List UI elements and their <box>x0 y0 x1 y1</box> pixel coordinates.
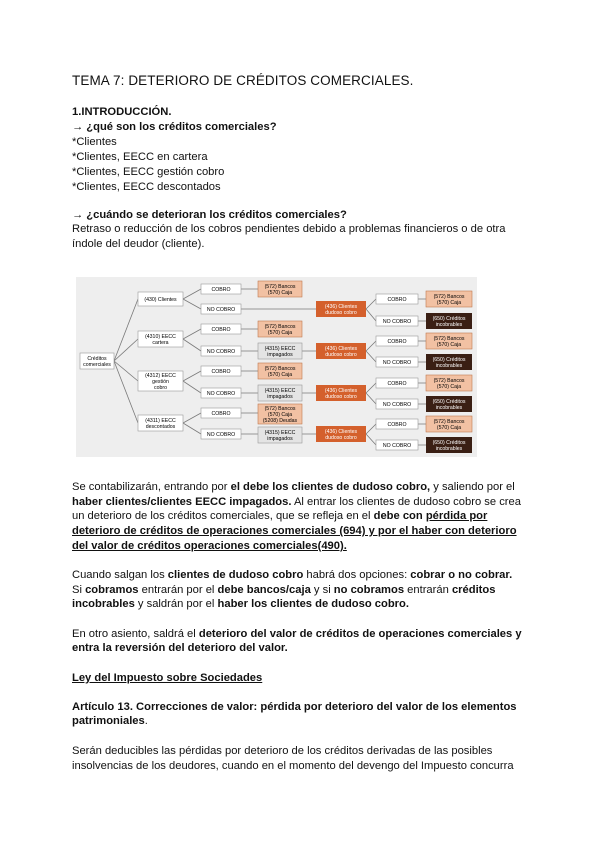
paragraph-line: incobrables y saldrán por el haber los clientes de dudoso cobro. <box>72 598 409 610</box>
svg-text:cobro: cobro <box>154 385 167 391</box>
svg-text:NO COBRO: NO COBRO <box>382 360 412 366</box>
level2-node <box>201 284 241 439</box>
svg-text:NO COBRO: NO COBRO <box>206 391 236 397</box>
level3-node <box>258 404 302 424</box>
answer-text: índole del deudor (cliente). <box>72 238 205 250</box>
root-node <box>80 353 114 369</box>
question-2: → ¿cuándo se deterioran los créditos comerciales? <box>72 209 347 221</box>
svg-text:(4310) EECC: (4310) EECC <box>145 334 176 340</box>
svg-text:gestión: gestión <box>152 379 169 385</box>
level1-node <box>138 331 183 347</box>
level1-node <box>138 415 183 431</box>
credit-diagram <box>76 277 477 457</box>
svg-text:descontados: descontados <box>145 424 176 430</box>
document-title: TEMA 7: DETERIORO DE CRÉDITOS COMERCIALES. <box>72 73 414 88</box>
svg-text:incobrables: incobrables <box>435 446 463 452</box>
section-heading: 1.INTRODUCCIÓN. <box>72 106 172 118</box>
svg-text:impagados: impagados <box>267 352 293 358</box>
svg-text:(572) Bancos: (572) Bancos <box>433 294 465 300</box>
answer-text: Retraso o reducción de los cobros pendientes debido a problemas financieros o de otra <box>72 223 506 235</box>
svg-text:NO COBRO: NO COBRO <box>206 307 236 313</box>
paragraph-line: un deterioro de los créditos comerciales, que se refleja en el debe con pérdida por <box>72 510 488 522</box>
svg-text:NO COBRO: NO COBRO <box>206 349 236 355</box>
paragraph-line: insolvencias de los deudores, cuando en el momento del devengo del Impuesto concurra <box>72 760 514 772</box>
svg-text:(572) Bancos: (572) Bancos <box>264 406 296 412</box>
svg-text:dudoso cobro: dudoso cobro <box>325 435 357 441</box>
svg-text:(650) Créditos: (650) Créditos <box>432 357 466 363</box>
svg-text:incobrables: incobrables <box>435 322 463 328</box>
svg-text:(436) Clientes: (436) Clientes <box>324 346 358 352</box>
svg-text:(570) Caja: (570) Caja <box>436 425 462 431</box>
svg-text:COBRO: COBRO <box>211 287 231 293</box>
svg-text:(650) Créditos: (650) Créditos <box>432 316 466 322</box>
diagram-svg <box>76 277 477 457</box>
paragraph-line: del valor de créditos operaciones comerciales(490). <box>72 540 347 552</box>
level1-node <box>138 292 183 306</box>
question-1: → ¿qué son los créditos comerciales? <box>72 121 277 133</box>
svg-text:(436) Clientes: (436) Clientes <box>324 304 358 310</box>
svg-text:dudoso cobro: dudoso cobro <box>325 310 357 316</box>
svg-text:(570) Caja: (570) Caja <box>267 412 293 418</box>
svg-text:NO COBRO: NO COBRO <box>206 432 236 438</box>
svg-text:NO COBRO: NO COBRO <box>382 402 412 408</box>
dudoso-node <box>316 426 366 442</box>
level3-node <box>258 343 302 359</box>
svg-text:(4311) EECC: (4311) EECC <box>145 418 176 424</box>
list-item: *Clientes, EECC en cartera <box>72 151 208 163</box>
level3-node <box>258 427 302 443</box>
svg-text:(436) Clientes: (436) Clientes <box>324 429 358 435</box>
svg-text:(570) Caja: (570) Caja <box>267 372 293 378</box>
svg-text:dudoso cobro: dudoso cobro <box>325 394 357 400</box>
svg-text:(436) Clientes: (436) Clientes <box>324 388 358 394</box>
svg-text:incobrables: incobrables <box>435 363 463 369</box>
svg-text:Créditos: Créditos <box>87 356 107 362</box>
svg-text:(572) Bancos: (572) Bancos <box>264 324 296 330</box>
svg-text:(572) Bancos: (572) Bancos <box>433 336 465 342</box>
svg-text:NO COBRO: NO COBRO <box>382 319 412 325</box>
paragraph-line: deterioro de créditos de operaciones comerciales (694) y por el haber con deterioro <box>72 525 517 537</box>
svg-text:cartera: cartera <box>152 340 169 346</box>
level3-node <box>258 321 302 337</box>
dudoso-node <box>316 385 366 401</box>
svg-text:(570) Caja: (570) Caja <box>436 300 462 306</box>
list-item: *Clientes, EECC descontados <box>72 181 221 193</box>
dudoso-node <box>316 301 366 317</box>
svg-text:COBRO: COBRO <box>387 297 407 303</box>
svg-text:(572) Bancos: (572) Bancos <box>264 284 296 290</box>
svg-text:(5208) Deudas: (5208) Deudas <box>262 418 298 424</box>
svg-text:impagados: impagados <box>267 394 293 400</box>
svg-text:COBRO: COBRO <box>387 381 407 387</box>
svg-text:(570) Caja: (570) Caja <box>267 290 293 296</box>
paragraph-line: En otro asiento, saldrá el deterioro del valor de créditos de operaciones comerciales y <box>72 628 522 640</box>
svg-text:COBRO: COBRO <box>387 339 407 345</box>
svg-text:NO COBRO: NO COBRO <box>382 443 412 449</box>
svg-text:COBRO: COBRO <box>211 411 231 417</box>
svg-text:COBRO: COBRO <box>387 422 407 428</box>
svg-text:(650) Créditos: (650) Créditos <box>432 440 466 446</box>
level3-node <box>258 281 302 297</box>
svg-text:comerciales: comerciales <box>83 362 111 368</box>
svg-text:(572) Bancos: (572) Bancos <box>433 419 465 425</box>
dudoso-node <box>316 343 366 359</box>
svg-text:(570) Caja: (570) Caja <box>436 342 462 348</box>
paragraph-line: Serán deducibles las pérdidas por deterioro de los créditos derivadas de las posibles <box>72 745 493 757</box>
level3-node <box>258 363 302 379</box>
list-item: *Clientes <box>72 136 117 148</box>
svg-text:(4312) EECC: (4312) EECC <box>145 373 176 379</box>
paragraph-line: Si cobramos entrarán por el debe bancos/caja y si no cobramos entrarán créditos <box>72 584 496 596</box>
svg-text:COBRO: COBRO <box>211 327 231 333</box>
article-heading: patrimoniales. <box>72 715 148 727</box>
svg-text:dudoso cobro: dudoso cobro <box>325 352 357 358</box>
svg-text:(650) Créditos: (650) Créditos <box>432 399 466 405</box>
level3-node <box>258 385 302 401</box>
svg-text:(4315) EECC: (4315) EECC <box>264 346 296 352</box>
svg-text:(572) Bancos: (572) Bancos <box>264 366 296 372</box>
svg-text:(4315) EECC: (4315) EECC <box>264 388 296 394</box>
paragraph-line: haber clientes/clientes EECC impagados. Al entrar los clientes de dudoso cobro se crea <box>72 496 521 508</box>
paragraph-line: Se contabilizarán, entrando por el debe los clientes de dudoso cobro, y saliendo por el <box>72 481 515 493</box>
level1-node <box>138 371 183 391</box>
law-heading: Ley del Impuesto sobre Sociedades <box>72 672 263 684</box>
level4-node <box>376 294 418 450</box>
paragraph-line: entra la reversión del deterioro del valor. <box>72 642 288 654</box>
svg-text:(4315) EECC: (4315) EECC <box>264 430 296 436</box>
svg-text:(570) Caja: (570) Caja <box>436 384 462 390</box>
svg-text:(572) Bancos: (572) Bancos <box>433 378 465 384</box>
svg-text:impagados: impagados <box>267 436 293 442</box>
list-item: *Clientes, EECC gestión cobro <box>72 166 225 178</box>
paragraph-line: Cuando salgan los clientes de dudoso cobro habrá dos opciones: cobrar o no cobrar. <box>72 569 513 581</box>
article-heading: Artículo 13. Correcciones de valor: pérdida por deterioro del valor de los elementos <box>72 701 517 713</box>
svg-text:incobrables: incobrables <box>435 405 463 411</box>
svg-text:(570) Caja: (570) Caja <box>267 330 293 336</box>
svg-text:COBRO: COBRO <box>211 369 231 375</box>
svg-text:(430) Clientes: (430) Clientes <box>144 297 177 303</box>
